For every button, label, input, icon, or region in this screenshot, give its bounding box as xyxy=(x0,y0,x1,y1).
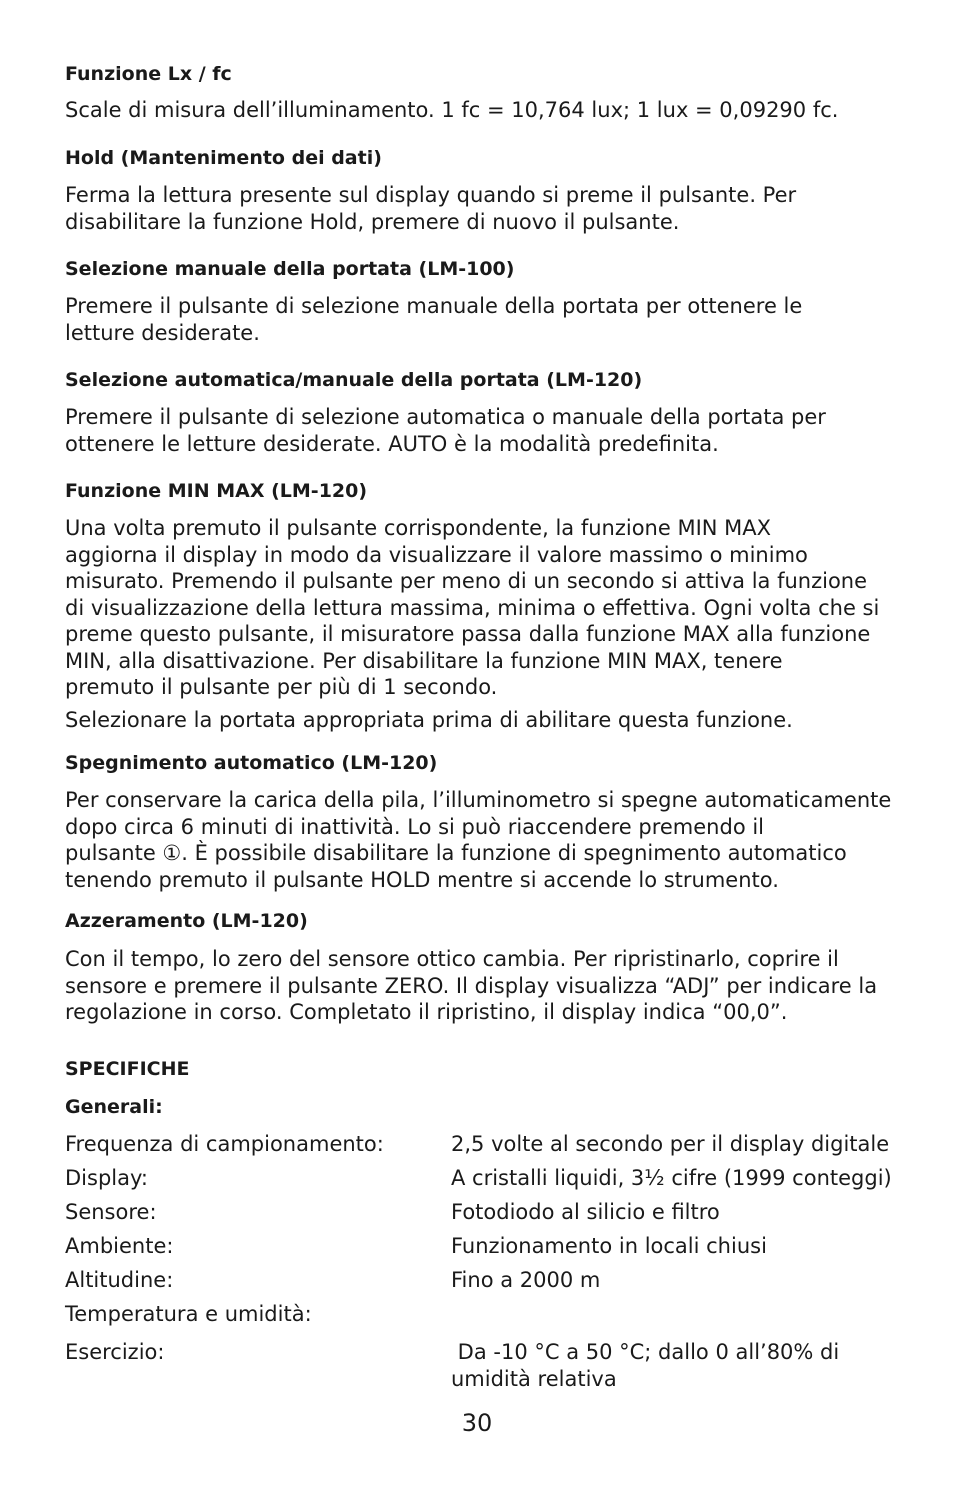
section-body-manual-range xyxy=(65,293,905,346)
spec-value: umidità relativa xyxy=(451,1367,617,1391)
spec-label: Ambiente: xyxy=(65,1234,174,1258)
page-number: 30 xyxy=(461,1409,493,1437)
spec-label: Temperatura e umidità: xyxy=(65,1302,312,1326)
body-line: disabilitare la funzione Hold, premere di nuovo il pulsante. xyxy=(65,209,680,234)
section-body-min-max xyxy=(65,515,905,701)
section-title-lx-fc: Funzione Lx / fc xyxy=(65,63,232,85)
section-body-lx-fc xyxy=(65,97,905,124)
body-line: dopo circa 6 minuti di inattività. Lo si può riaccendere premendo il xyxy=(65,814,765,839)
specs-heading: SPECIFICHE xyxy=(65,1058,190,1080)
spec-value: 2,5 volte al secondo per il display digitale xyxy=(451,1132,890,1156)
body-line: preme questo pulsante, il misuratore passa dalla funzione MAX alla funzione xyxy=(65,622,871,646)
section-body-hold xyxy=(65,182,905,235)
spec-label: Sensore: xyxy=(65,1200,157,1224)
body-line: Per conservare la carica della pila, l’illuminometro si spegne automaticamente xyxy=(65,788,892,812)
spec-label: Esercizio: xyxy=(65,1340,165,1364)
spec-value: Da -10 °C a 50 °C; dallo 0 all’80% di xyxy=(451,1340,840,1364)
section-body-auto-off xyxy=(65,787,905,893)
section-body-auto-range xyxy=(65,404,905,457)
body-line: tenendo premuto il pulsante HOLD mentre si accende lo strumento. xyxy=(65,867,779,892)
section-title-auto-off: Spegnimento automatico (LM-120) xyxy=(65,752,438,774)
spec-value: A cristalli liquidi, 3½ cifre (1999 conteggi) xyxy=(451,1166,892,1190)
section-title-manual-range: Selezione manuale della portata (LM-100) xyxy=(65,258,515,280)
body-line: Scale di misura dell’illuminamento. 1 fc = 10,764 lux; 1 lux = 0,09290 fc. xyxy=(65,98,839,122)
section-title-hold: Hold (Mantenimento dei dati) xyxy=(65,147,382,169)
body-line: di visualizzazione della lettura massima, minima o effettiva. Ogni volta che si xyxy=(65,595,880,620)
body-line: aggiorna il display in modo da visualizzare il valore massimo o minimo xyxy=(65,542,808,567)
specs-subheading: Generali: xyxy=(65,1096,163,1118)
spec-label: Altitudine: xyxy=(65,1268,174,1292)
body-line: Selezionare la portata appropriata prima di abilitare questa funzione. xyxy=(65,708,793,732)
spec-value: Fotodiodo al silicio e filtro xyxy=(451,1200,720,1224)
body-line: Ferma la lettura presente sul display quando si preme il pulsante. Per xyxy=(65,183,797,207)
body-line: regolazione in corso. Completato il ripristino, il display indica “00,0”. xyxy=(65,1000,788,1024)
body-line: pulsante ①. È possibile disabilitare la funzione di spegnimento automatico xyxy=(65,841,847,865)
section-title-auto-range: Selezione automatica/manuale della portata (LM-120) xyxy=(65,369,643,391)
section-note-min-max xyxy=(65,707,905,734)
body-line: misurato. Premendo il pulsante per meno di un secondo si attiva la funzione xyxy=(65,569,868,593)
body-line: Premere il pulsante di selezione manuale della portata per ottenere le xyxy=(65,294,803,318)
section-title-zero: Azzeramento (LM-120) xyxy=(65,910,308,932)
body-line: Con il tempo, lo zero del sensore ottico cambia. Per ripristinarlo, coprire il xyxy=(65,947,839,971)
spec-value: Fino a 2000 m xyxy=(451,1268,601,1292)
spec-label: Display: xyxy=(65,1166,148,1190)
body-line: letture desiderate. xyxy=(65,320,260,345)
body-line: Una volta premuto il pulsante corrispondente, la funzione MIN MAX xyxy=(65,516,772,540)
body-line: MIN, alla disattivazione. Per disabilitare la funzione MIN MAX, tenere xyxy=(65,648,783,673)
body-line: premuto il pulsante per più di 1 secondo. xyxy=(65,675,498,699)
body-line: sensore e premere il pulsante ZERO. Il display visualizza “ADJ” per indicare la xyxy=(65,973,878,998)
spec-value: Funzionamento in locali chiusi xyxy=(451,1234,767,1258)
body-line: Premere il pulsante di selezione automatica o manuale della portata per xyxy=(65,405,826,429)
body-line: ottenere le letture desiderate. AUTO è la modalità predefinita. xyxy=(65,431,719,456)
spec-label: Frequenza di campionamento: xyxy=(65,1132,384,1156)
section-body-zero xyxy=(65,946,905,1026)
section-title-min-max: Funzione MIN MAX (LM-120) xyxy=(65,480,368,502)
